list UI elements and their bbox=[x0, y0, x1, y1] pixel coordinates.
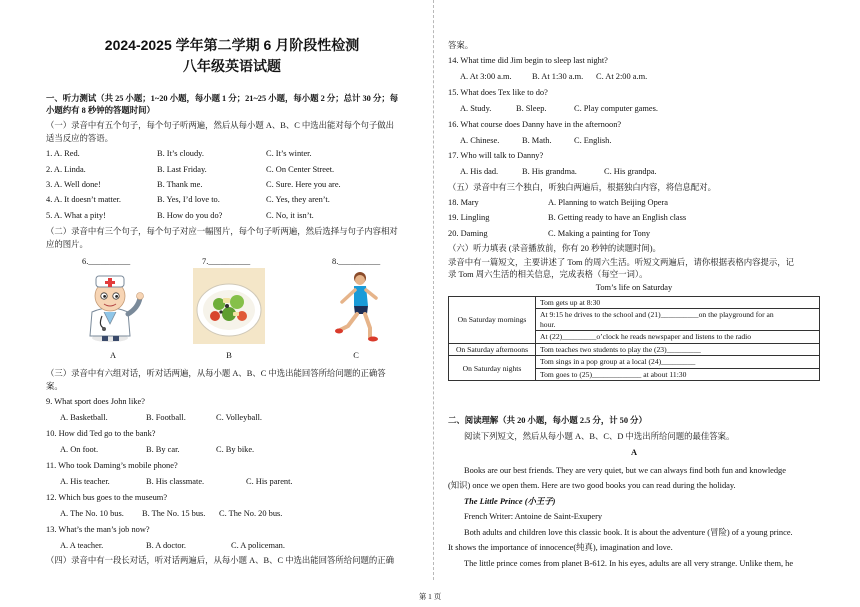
part2-instruction-cont: 应的图片。 bbox=[46, 240, 88, 249]
q10-option-a: A. On foot. bbox=[60, 445, 99, 454]
q17-option-b: B. His grandma. bbox=[522, 167, 577, 176]
q9-option-b: B. Football. bbox=[146, 413, 186, 422]
q3-option-c: C. Sure. Here you are. bbox=[266, 180, 341, 189]
q16-option-b: B. Math. bbox=[522, 136, 552, 145]
q16-option-a: A. Chinese. bbox=[460, 136, 500, 145]
q5-option-b: B. How do you do? bbox=[157, 211, 223, 220]
cell-morning-1: Tom gets up at 8:30 bbox=[536, 297, 820, 309]
cell-morning-3: At (22)_________o’clock he reads newspaper and listens to the radio bbox=[536, 331, 820, 343]
q14-option-a: A. At 3:00 a.m. bbox=[460, 72, 512, 81]
cell-morning-2-line2: hour. bbox=[540, 319, 556, 329]
q3-option-a: 3. A. Well done! bbox=[46, 180, 101, 189]
part1-instruction: （一）录音中有五个句子，每个句子听两遍，然后从每小题 A、B、C 中选出能对每个句子做出 bbox=[46, 121, 395, 130]
q1-option-b: B. It’s cloudy. bbox=[157, 149, 204, 158]
part6-instruction: （六）听力填表 (录音播放前，你有 20 秒钟的读题时间)。 bbox=[448, 244, 661, 253]
q11-question: 11. Who took Daming’s mobile phone? bbox=[46, 461, 178, 470]
q11-option-c: C. His parent. bbox=[246, 477, 293, 486]
q5-option-a: 5. A. What a pity! bbox=[46, 211, 106, 220]
q8-blank: 8.__________ bbox=[332, 257, 381, 266]
part5-instruction: （五）录音中有三个独白，听独白两遍后，根据独白内容，将信息配对。 bbox=[448, 183, 716, 192]
q12-option-b: B. The No. 15 bus. bbox=[142, 509, 206, 518]
q1-option-c: C. It’s winter. bbox=[266, 149, 312, 158]
row-label-nights: On Saturday nights bbox=[449, 356, 536, 381]
part4-instruction: （四）录音中有一段长对话，听对话两遍后，从每小题 A、B、C 中选出能回答所给问题的正确 bbox=[46, 556, 395, 565]
q15-question: 15. What does Tex like to do? bbox=[448, 88, 548, 97]
caption-b: B bbox=[226, 351, 232, 360]
q11-option-b: B. His classmate. bbox=[146, 477, 205, 486]
q17-option-c: C. His grandpa. bbox=[604, 167, 657, 176]
tom-saturday-table bbox=[448, 296, 820, 381]
match-option-b: B. Getting ready to have an English class bbox=[548, 213, 687, 222]
q15-option-c: C. Play computer games. bbox=[574, 104, 658, 113]
cell-afternoon-1: Tom teaches two students to play the (23)_________ bbox=[536, 343, 820, 355]
passage-line-2: (知识) once we open them. Here are two good books you can read during the holiday. bbox=[448, 481, 736, 490]
q16-question: 16. What course does Danny have in the afternoon? bbox=[448, 120, 622, 129]
cell-night-1: Tom sings in a pop group at a local (24)_________ bbox=[536, 356, 820, 368]
section1-heading: 一、听力测试（共 25 小题；1~20 小题，每小题 1 分；21~25 小题，每小题 2 分；总计 30 分；每 bbox=[46, 94, 399, 103]
caption-a: A bbox=[109, 351, 117, 360]
section1-heading-cont: 小题约有 8 秒钟的答题时间） bbox=[46, 106, 155, 115]
q13-option-a: A. A teacher. bbox=[60, 541, 104, 550]
q14-question: 14. What time did Jim begin to sleep last night? bbox=[448, 56, 608, 65]
q16-option-c: C. English. bbox=[574, 136, 612, 145]
q12-option-a: A. The No. 10 bus. bbox=[60, 509, 124, 518]
exam-title: 2024-2025 学年第二学期 6 月阶段性检测 bbox=[104, 37, 360, 53]
q1-option-a: 1. A. Red. bbox=[46, 149, 80, 158]
q5-option-c: C. No, it isn’t. bbox=[266, 211, 314, 220]
q6-blank: 6.__________ bbox=[82, 257, 131, 266]
q14-option-c: C. At 2:00 a.m. bbox=[596, 72, 648, 81]
match-option-c: C. Making a painting for Tony bbox=[548, 229, 651, 238]
q2-option-a: 2. A. Linda. bbox=[46, 165, 86, 174]
book-author: French Writer: Antoine de Saint-Exupery bbox=[464, 512, 603, 521]
q18-name: 18. Mary bbox=[448, 198, 479, 207]
q14-option-b: B. At 1:30 a.m. bbox=[532, 72, 584, 81]
caption-c: C bbox=[353, 351, 359, 360]
part4-instruction-cont: 答案。 bbox=[448, 41, 474, 50]
q15-option-b: B. Sleep. bbox=[516, 104, 547, 113]
section2-heading: 二、阅读理解（共 20 小题，每小题 2.5 分，计 50 分） bbox=[448, 416, 647, 425]
q13-option-c: C. A policeman. bbox=[231, 541, 285, 550]
q10-question: 10. How did Ted go to the bank? bbox=[46, 429, 156, 438]
q20-name: 20. Daming bbox=[448, 229, 488, 238]
cell-night-2: Tom goes to (25)_____________ at about 11:30 bbox=[536, 368, 820, 380]
part6-instruction-2: 录音中有一篇短文，主要讲述了 Tom 的周六生活。听短文两遍后，请你根据表格内容提示，记 bbox=[448, 258, 795, 267]
q10-option-c: C. By bike. bbox=[216, 445, 255, 454]
q2-option-b: B. Last Friday. bbox=[157, 165, 207, 174]
part3-instruction-cont: 案。 bbox=[46, 382, 63, 391]
q2-option-c: C. On Center Street. bbox=[266, 165, 335, 174]
section2-instruction: 阅读下列短文，然后从每小题 A、B、C、D 中选出所给问题的最佳答案。 bbox=[464, 432, 735, 441]
page-number: 第 1 页 bbox=[418, 592, 442, 601]
passage-label: A bbox=[630, 448, 638, 457]
part1-instruction-cont: 适当反应的答语。 bbox=[46, 134, 113, 143]
book-title: The Little Prince (小王子) bbox=[464, 497, 556, 506]
q4-option-c: C. Yes, they aren’t. bbox=[266, 195, 330, 204]
q7-blank: 7.__________ bbox=[202, 257, 251, 266]
part3-instruction: （三）录音中有六组对话，听对话两遍，从每小题 A、B、C 中选出能回答所给问题的正确答 bbox=[46, 369, 386, 378]
q17-question: 17. Who will talk to Danny? bbox=[448, 151, 544, 160]
passage-line-6: It shows the importance of innocence(纯真), imagination and love. bbox=[448, 543, 673, 552]
salad-illustration bbox=[193, 268, 265, 344]
cell-morning-2-line1: At 9:15 he drives to the school and (21)__________on the playground for an bbox=[540, 310, 774, 320]
match-option-a: A. Planning to watch Beijing Opera bbox=[548, 198, 669, 207]
table-title: Tom’s life on Saturday bbox=[595, 283, 673, 292]
exam-subtitle: 八年级英语试题 bbox=[183, 58, 281, 74]
passage-line-5: Both adults and children love this classic book. It is about the adventure (冒险) of a young prince. bbox=[464, 528, 793, 537]
runner-illustration bbox=[330, 268, 386, 344]
q17-option-a: A. His dad. bbox=[460, 167, 499, 176]
part2-instruction: （二）录音中有三个句子，每个句子对应一幅图片，每个句子听两遍，然后选择与句子内容相对 bbox=[46, 227, 398, 236]
row-label-mornings: On Saturday mornings bbox=[449, 297, 536, 344]
q11-option-a: A. His teacher. bbox=[60, 477, 110, 486]
q15-option-a: A. Study. bbox=[460, 104, 492, 113]
q3-option-b: B. Thank me. bbox=[157, 180, 203, 189]
q12-question: 12. Which bus goes to the museum? bbox=[46, 493, 168, 502]
q13-question: 13. What’s the man’s job now? bbox=[46, 525, 150, 534]
q12-option-c: C. The No. 20 bus. bbox=[219, 509, 283, 518]
column-divider bbox=[433, 0, 434, 580]
row-label-afternoons: On Saturday afternoons bbox=[449, 343, 536, 355]
q4-option-b: B. Yes, I’d love to. bbox=[157, 195, 220, 204]
q9-option-a: A. Basketball. bbox=[60, 413, 108, 422]
q4-option-a: 4. A. It doesn’t matter. bbox=[46, 195, 121, 204]
doctor-illustration bbox=[80, 268, 146, 344]
q10-option-b: B. By car. bbox=[146, 445, 180, 454]
passage-line-7: The little prince comes from planet B-612. In his eyes, adults are all very strange. Unlike them, he bbox=[464, 559, 794, 568]
q9-question: 9. What sport does John like? bbox=[46, 397, 145, 406]
q9-option-c: C. Volleyball. bbox=[216, 413, 262, 422]
passage-line-1: Books are our best friends. They are very quiet, but we can always find both fun and knowledge bbox=[464, 466, 786, 475]
q19-name: 19. Lingling bbox=[448, 213, 490, 222]
cell-morning-2 bbox=[536, 309, 820, 331]
q13-option-b: B. A doctor. bbox=[146, 541, 187, 550]
part6-instruction-3: 录 Tom 周六生活的相关信息，完成表格（每空一词）。 bbox=[448, 270, 648, 279]
